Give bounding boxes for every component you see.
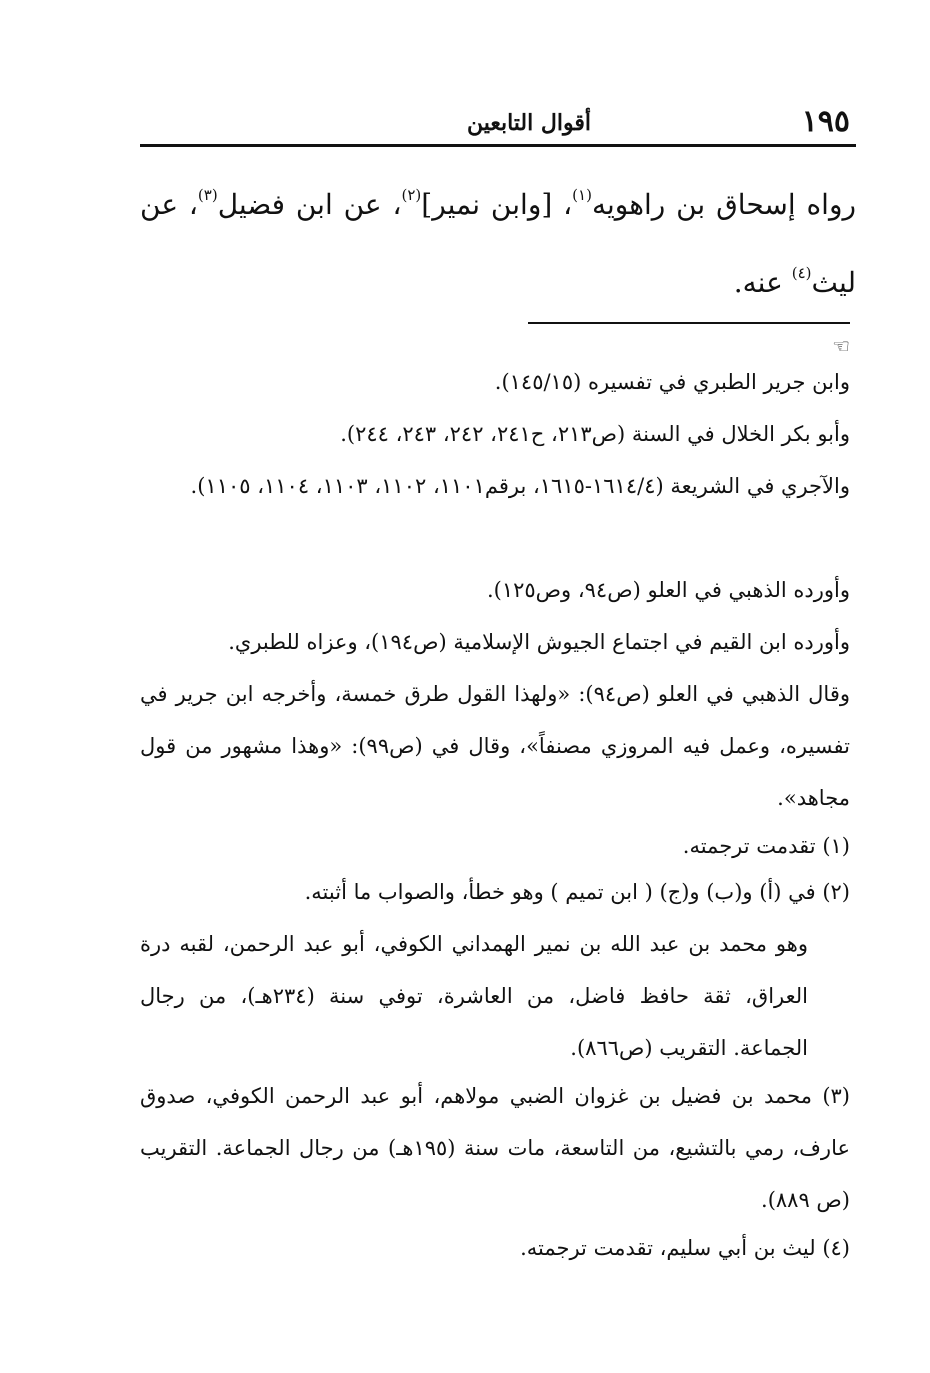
footnote-continued-line: وابن جرير الطبري في تفسيره (١٤٥/١٥).	[494, 370, 850, 394]
footnote-separator	[528, 322, 850, 324]
footnote-2-detail: وهو محمد بن عبد الله بن نمير الهمداني الكوفي، أبو عبد الرحمن، لقبه درة العراق، ثقة حافظ فاضل، من العاشرة، توفي سنة (٢٣٤هـ)، من رجال الجماعة. التقريب (ص٨٦٦).	[140, 932, 809, 1060]
footnote-3: (٣) محمد بن فضيل بن غزوان الضبي مولاهم، أبو عبد الرحمن الكوفي، صدوق عارف، رمي بالتشيع، من التاسعة، مات سنة (١٩٥هـ) من رجال الجماعة. التقريب (ص ٨٨٩).	[140, 1084, 850, 1212]
page-header	[140, 104, 856, 144]
footnote-ref-4: (٤)	[791, 264, 812, 282]
running-title: أقوال التابعين	[466, 110, 591, 136]
footnote-continued-line: وقال الذهبي في العلو (ص٩٤): «ولهذا القول طرق خمسة، وأخرجه ابن جرير في تفسيره، وعمل فيه المروزي مصنفاً»، وقال في (ص٩٩): «وهذا مشهور من قول مجاهد».	[140, 682, 850, 810]
footnote-continued-line: وأبو بكر الخلال في السنة (ص٢١٣، ح٢٤١، ٢٤٢، ٢٤٣، ٢٤٤).	[340, 422, 850, 446]
footnote-ref-3: (٣)	[197, 186, 218, 204]
main-text-part: ، عن ابن فضيل	[217, 188, 402, 221]
footnote-ref-2: (٢)	[401, 186, 422, 204]
footnote-2: (٢) في (أ) و(ب) و(ج) ( ابن تميم ) وهو خطأ، والصواب ما أثبته.	[304, 880, 850, 904]
page-number: ١٩٥	[801, 104, 850, 139]
footnote-continued-line: وأورده ابن القيم في اجتماع الجيوش الإسلامية (ص١٩٤)، وعزاه للطبري.	[228, 630, 850, 654]
main-text-part: رواه إسحاق بن راهويه	[591, 188, 856, 221]
footnote-continued-line: والآجري في الشريعة (١٦١٤/٤-١٦١٥، برقم١١٠١، ١١٠٢، ١١٠٣، ١١٠٤، ١١٠٥).	[190, 474, 850, 498]
footnote-4: (٤) ليث بن أبي سليم، تقدمت ترجمته.	[520, 1236, 850, 1260]
footnote-continued-line: وأورده الذهبي في العلو (ص٩٤، وص١٢٥).	[486, 578, 850, 602]
continuation-mark-icon: ☜	[832, 334, 850, 358]
footnote-ref-1: (١)	[572, 186, 592, 204]
main-text	[140, 166, 856, 322]
footnote-1: (١) تقدمت ترجمته.	[682, 834, 850, 858]
header-rule	[140, 144, 856, 147]
main-text-part: ، [وابن نمير]	[421, 188, 573, 221]
main-text-part: ، عن ليث	[140, 188, 856, 299]
main-text-part: عنه.	[733, 266, 792, 299]
